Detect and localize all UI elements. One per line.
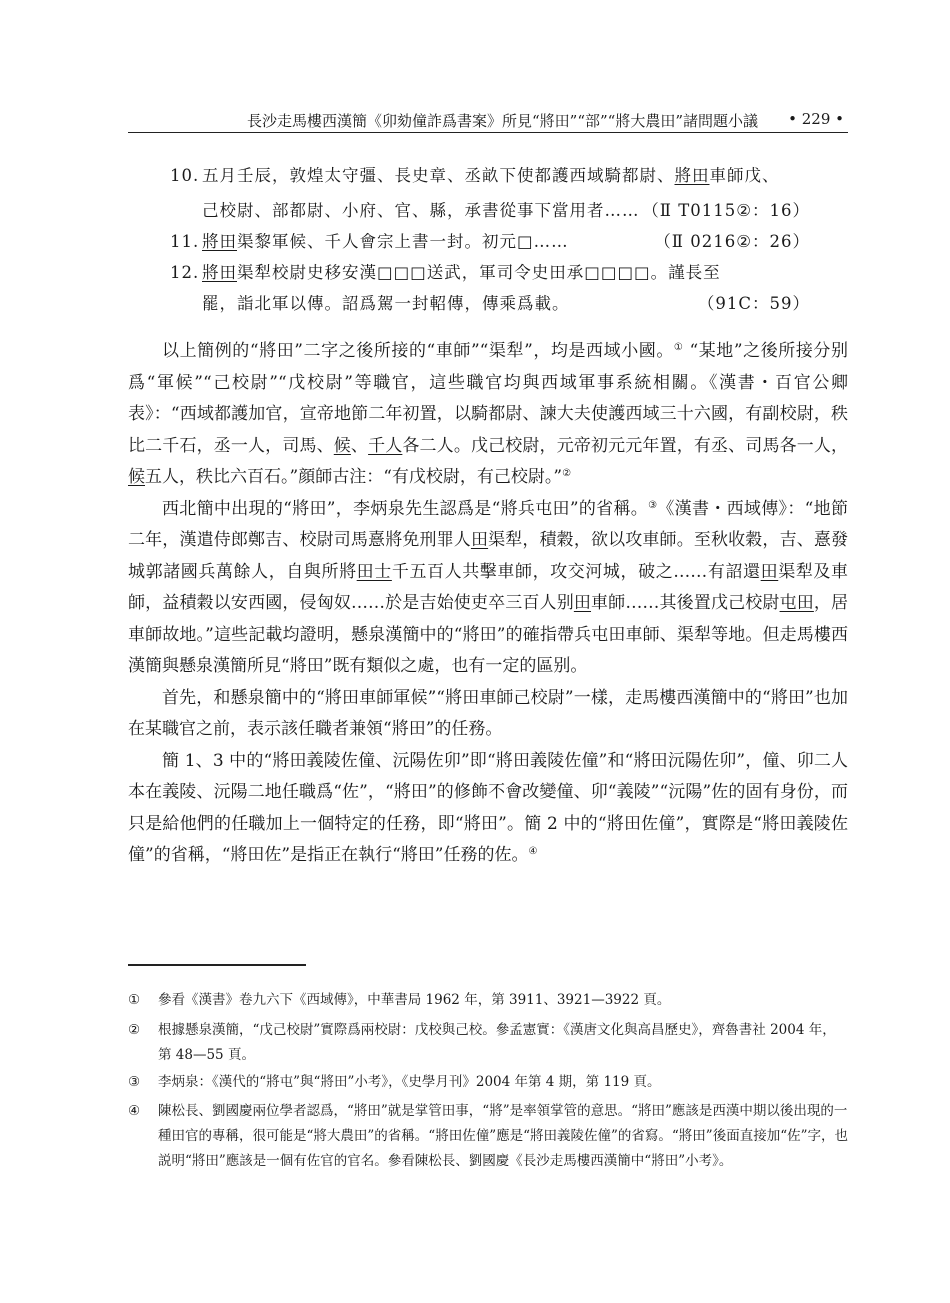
- slip-line: [170, 198, 810, 224]
- underlined-term: 田士: [356, 561, 392, 582]
- underlined-term: 候: [128, 467, 145, 487]
- footnote-ref: ③: [648, 499, 658, 511]
- slip-number: 10.: [170, 166, 200, 185]
- slip-text: 五月壬辰，敦煌太守彊、長史章、丞畝下使都護西域騎都尉、將田車師戊、: [202, 166, 780, 185]
- slip-text: 將田渠犁校尉史移安漢□□□送武，軍司令史田承□□□□。謹長至: [202, 263, 721, 282]
- footnote-rule: [128, 964, 306, 966]
- underlined-term: 屯田: [779, 593, 814, 613]
- slip-reference: （91C：59）: [697, 294, 810, 313]
- footnote-mark: ③: [128, 1074, 141, 1090]
- body-text: [128, 336, 848, 872]
- running-header: [128, 108, 848, 133]
- underlined-term: 田: [470, 530, 489, 550]
- slip-line: [170, 163, 810, 189]
- footnote-text: 李炳泉：《漢代的“將屯”與“將田”小考》，《史學月刊》2004 年第 4 期，第 119 頁。: [158, 1074, 661, 1090]
- underlined-term: 將田: [674, 166, 710, 185]
- slip-line: [170, 260, 810, 286]
- footnote: [128, 1018, 848, 1068]
- footnote-ref: ②: [562, 468, 572, 479]
- slip-reference: （Ⅱ T0115②：16）: [642, 201, 810, 220]
- slip-text: 罷，詣北軍以傳。詔爲駕一封軺傳，傳乘爲載。: [202, 294, 570, 313]
- footnote-mark: ①: [128, 992, 141, 1008]
- footnote-mark: ④: [128, 1103, 141, 1119]
- footnote: [128, 988, 848, 1013]
- underlined-term: 千人: [368, 435, 403, 456]
- footnote-text: 根據懸泉漢簡，“戊己校尉”實際爲兩校尉：戊校與己校。參孟憲實：《漢唐文化與高昌歷史》，齊魯書社 2004 年，第 48—55 頁。: [158, 1022, 836, 1063]
- slip-text: 將田渠黎軍候、千人會宗上書一封。初元□……: [202, 232, 569, 251]
- underlined-term: 將田: [202, 232, 237, 251]
- paragraph: 西北簡中出現的“將田”，李炳泉先生認爲是“將兵屯田”的省稱。③《漢書・西域傳》：“地節二年，漢遣侍郎鄭吉、校尉司馬憙將免刑罪人田渠犁，積穀，欲以攻車師。至秋收穀，吉、憙發城郭諸國兵萬餘人，自與所將田士千五百人共擊車師，攻交河城，破之……有詔還田渠犁及車師，益積穀以安西國，侵匈奴……於是吉始使吏卒三百人别田車師……其後置戊己校尉屯田，居車師故地。”這些記載均證明，懸泉漢簡中的“將田”的確指帶兵屯田車師、渠犁等地。但走馬樓西漢簡與懸泉漢簡所見“將田”既有類似之處，也有一定的區别。: [128, 498, 849, 676]
- running-header-title: 長沙走馬樓西漢簡《卯劾僮詐爲書案》所見“將田”“部”“將大農田”諸問題小議: [246, 112, 758, 130]
- footnote: [128, 1070, 848, 1095]
- slip-number: 11.: [170, 232, 200, 251]
- paragraph: 簡 1、3 中的“將田義陵佐僮、沅陽佐卯”即“將田義陵佐僮”和“將田沅陽佐卯”，僮、卯二人本在義陵、沅陽二地任職爲“佐”，“將田”的修飾不會改變僮、卯“義陵”“沅陽”佐的固有身份，而只是給他們的任職加上一個特定的任務，即“將田”。簡 2 中的“將田佐僮”，實際是“將田義陵佐僮”的省稱，“將田佐”是指正在執行“將田”任務的佐。④: [128, 750, 848, 865]
- footnote-text: 參看《漢書》卷九六下《西域傳》，中華書局 1962 年，第 3911、3921—3922 頁。: [158, 992, 671, 1008]
- paragraph: 以上簡例的“將田”二字之後所接的“車師”“渠犁”，均是西域小國。① “某地”之後所接分别爲“軍候”“己校尉”“戊校尉”等職官，這些職官均與西域軍事系統相關。《漢書・百官公卿表》：“西域都護加官，宣帝地節二年初置，以騎都尉、諫大夫使護西域三十六國，有副校尉，秩比二千石，丞一人，司馬、候、千人各二人。戊己校尉，元帝初元元年置，有丞、司馬各一人，候五人，秩比六百石。”顔師古注：“有戊校尉，有己校尉。”②: [128, 341, 849, 487]
- underlined-term: 田: [760, 561, 779, 582]
- slip-reference: （Ⅱ 0216②：26）: [654, 232, 810, 251]
- slip-text: 己校尉、部都尉、小府、官、縣，承書從事下當用者……: [202, 201, 640, 220]
- paragraph: 首先，和懸泉簡中的“將田車師軍候”“將田車師己校尉”一樣，走馬樓西漢簡中的“將田”也加在某職官之前，表示該任職者兼領“將田”的任務。: [128, 687, 848, 739]
- underlined-term: 田: [573, 593, 592, 613]
- footnote-mark: ②: [128, 1022, 141, 1038]
- underlined-term: 候: [333, 435, 351, 456]
- footnote-ref: ④: [528, 846, 538, 857]
- page-number: • 229 •: [788, 110, 844, 128]
- footnote-ref: ①: [673, 342, 684, 353]
- footnote: [128, 1099, 848, 1174]
- underlined-term: 將田: [202, 263, 237, 282]
- slip-line: [170, 291, 810, 317]
- slip-line: [170, 229, 810, 255]
- footnote-text: 陳松長、劉國慶兩位學者認爲，“將田”就是掌管田事，“將”是率領掌管的意思。“將田”應該是西漢中期以後出現的一種田官的專稱，很可能是“將大農田”的省稱。“將田佐僮”應是“將田義陵佐僮”的省寫。“將田”後面直接加“佐”字，也説明“將田”應該是一個有佐官的官名。參看陳松長、劉國慶《長沙走馬樓西漢簡中“將田”小考》。: [158, 1103, 849, 1169]
- slip-number: 12.: [170, 263, 200, 282]
